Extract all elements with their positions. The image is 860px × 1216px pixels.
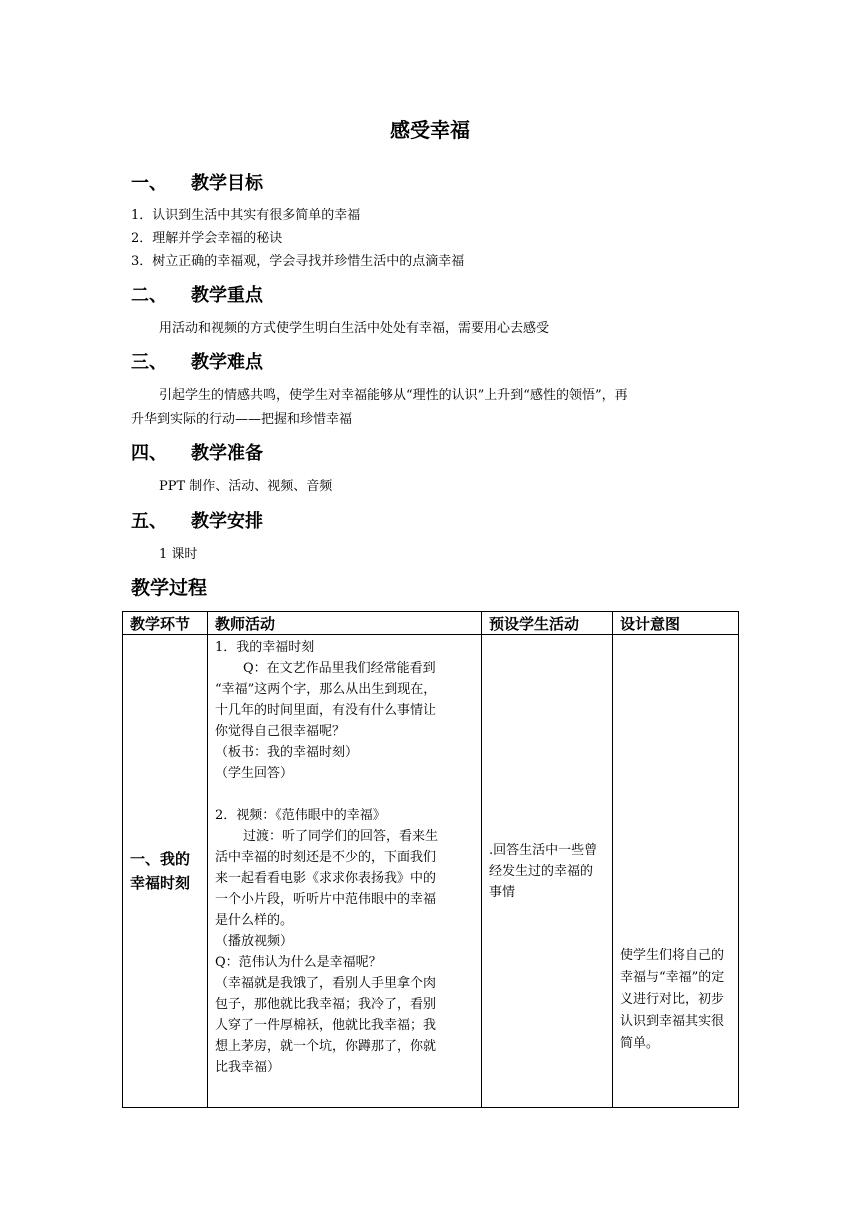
section-number: 二、 (131, 285, 167, 306)
teacher-line: （幸福就是我饿了，看别人手里拿个肉 (215, 976, 437, 991)
teacher-line: （播放视频） (215, 934, 294, 949)
teacher-line: （学生回答） (215, 766, 294, 781)
section-number: 三、 (131, 352, 167, 373)
teacher-line: 比我幸福） (215, 1060, 281, 1075)
teacher-line: Q：在文艺作品里我们经常能看到 (243, 661, 436, 676)
key-point-text: 用活动和视频的方式使学生明白生活中处处有幸福，需要用心去感受 (159, 321, 550, 336)
teacher-line: 想上茅房，就一个坑，你蹲那了，你就 (215, 1039, 437, 1054)
column-header: 预设学生活动 (482, 612, 613, 635)
column-header: 教学环节 (123, 612, 208, 635)
section-heading-preparation (131, 440, 263, 468)
section-heading-objectives (131, 170, 263, 198)
objective-item: 2．理解并学会幸福的秘诀 (131, 231, 283, 246)
objective-item: 1．认识到生活中其实有很多简单的幸福 (131, 208, 361, 223)
teacher-line: 十几年的时间里面，有没有什么事情让 (215, 703, 437, 718)
document-title: 感受幸福 (390, 118, 470, 142)
section-title: 教学安排 (191, 511, 263, 532)
difficulty-text (131, 384, 731, 432)
teacher-line: 包子，那他就比我幸福；我冷了，看别 (215, 997, 437, 1012)
section-heading-difficulty (131, 349, 263, 377)
teacher-line: “幸福”这两个字，那么从出生到现在， (215, 682, 437, 697)
process-heading: 教学过程 (131, 577, 208, 599)
section-title: 教学准备 (191, 443, 263, 464)
teacher-line: 1．我的幸福时刻 (215, 640, 315, 655)
table-header-row (123, 612, 739, 635)
student-activity-cell: .回答生活中一些曾经发生过的幸福的事情 (482, 635, 613, 1108)
teacher-line: 人穿了一件厚棉袄，他就比我幸福；我 (215, 1018, 437, 1033)
section-title: 教学重点 (191, 285, 263, 306)
schedule-text: 1 课时 (159, 547, 198, 562)
design-intent-cell: 使学生们将自己的幸福与“幸福”的定义进行对比，初步认识到幸福其实很简单。 (613, 635, 739, 1108)
column-header: 设计意图 (613, 612, 739, 635)
teacher-line: 来一起看看电影《求求你表扬我》中的 (215, 871, 437, 886)
teacher-line: 过渡：听了同学们的回答，看来生 (243, 829, 439, 844)
teacher-line: 一个小片段，听听片中范伟眼中的幸福 (215, 892, 437, 907)
column-header: 教师活动 (208, 612, 482, 635)
stage-cell: 一、我的幸福时刻 (123, 635, 208, 1108)
teacher-line: 你觉得自己很幸福呢？ (215, 724, 346, 739)
section-number: 四、 (131, 443, 167, 464)
table-row (123, 635, 739, 1108)
section-heading-schedule (131, 508, 263, 536)
teacher-line: 活中幸福的时刻还是不少的，下面我们 (215, 850, 437, 865)
teacher-line: （板书：我的幸福时刻） (215, 745, 359, 760)
objective-item: 3．树立正确的幸福观，学会寻找并珍惜生活中的点滴幸福 (131, 254, 465, 269)
section-number: 一、 (131, 173, 167, 194)
teacher-activity-cell (208, 635, 482, 1108)
section-title: 教学目标 (191, 173, 263, 194)
teacher-line (215, 784, 474, 805)
section-title: 教学难点 (191, 352, 263, 373)
section-heading-key-point (131, 282, 263, 310)
teacher-line: 2．视频：《范伟眼中的幸福》 (215, 808, 386, 823)
teaching-process-table (122, 611, 739, 1108)
difficulty-line: 引起学生的情感共鸣，使学生对幸福能够从“理性的认识”上升到“感性的领悟”，再 (159, 388, 628, 403)
difficulty-line: 升华到实际的行动——把握和珍惜幸福 (131, 412, 353, 427)
section-number: 五、 (131, 511, 167, 532)
teacher-line: Q：范伟认为什么是幸福呢？ (215, 955, 382, 970)
preparation-text: PPT 制作、活动、视频、音频 (159, 479, 333, 494)
teacher-line: 是什么样的。 (215, 913, 294, 928)
